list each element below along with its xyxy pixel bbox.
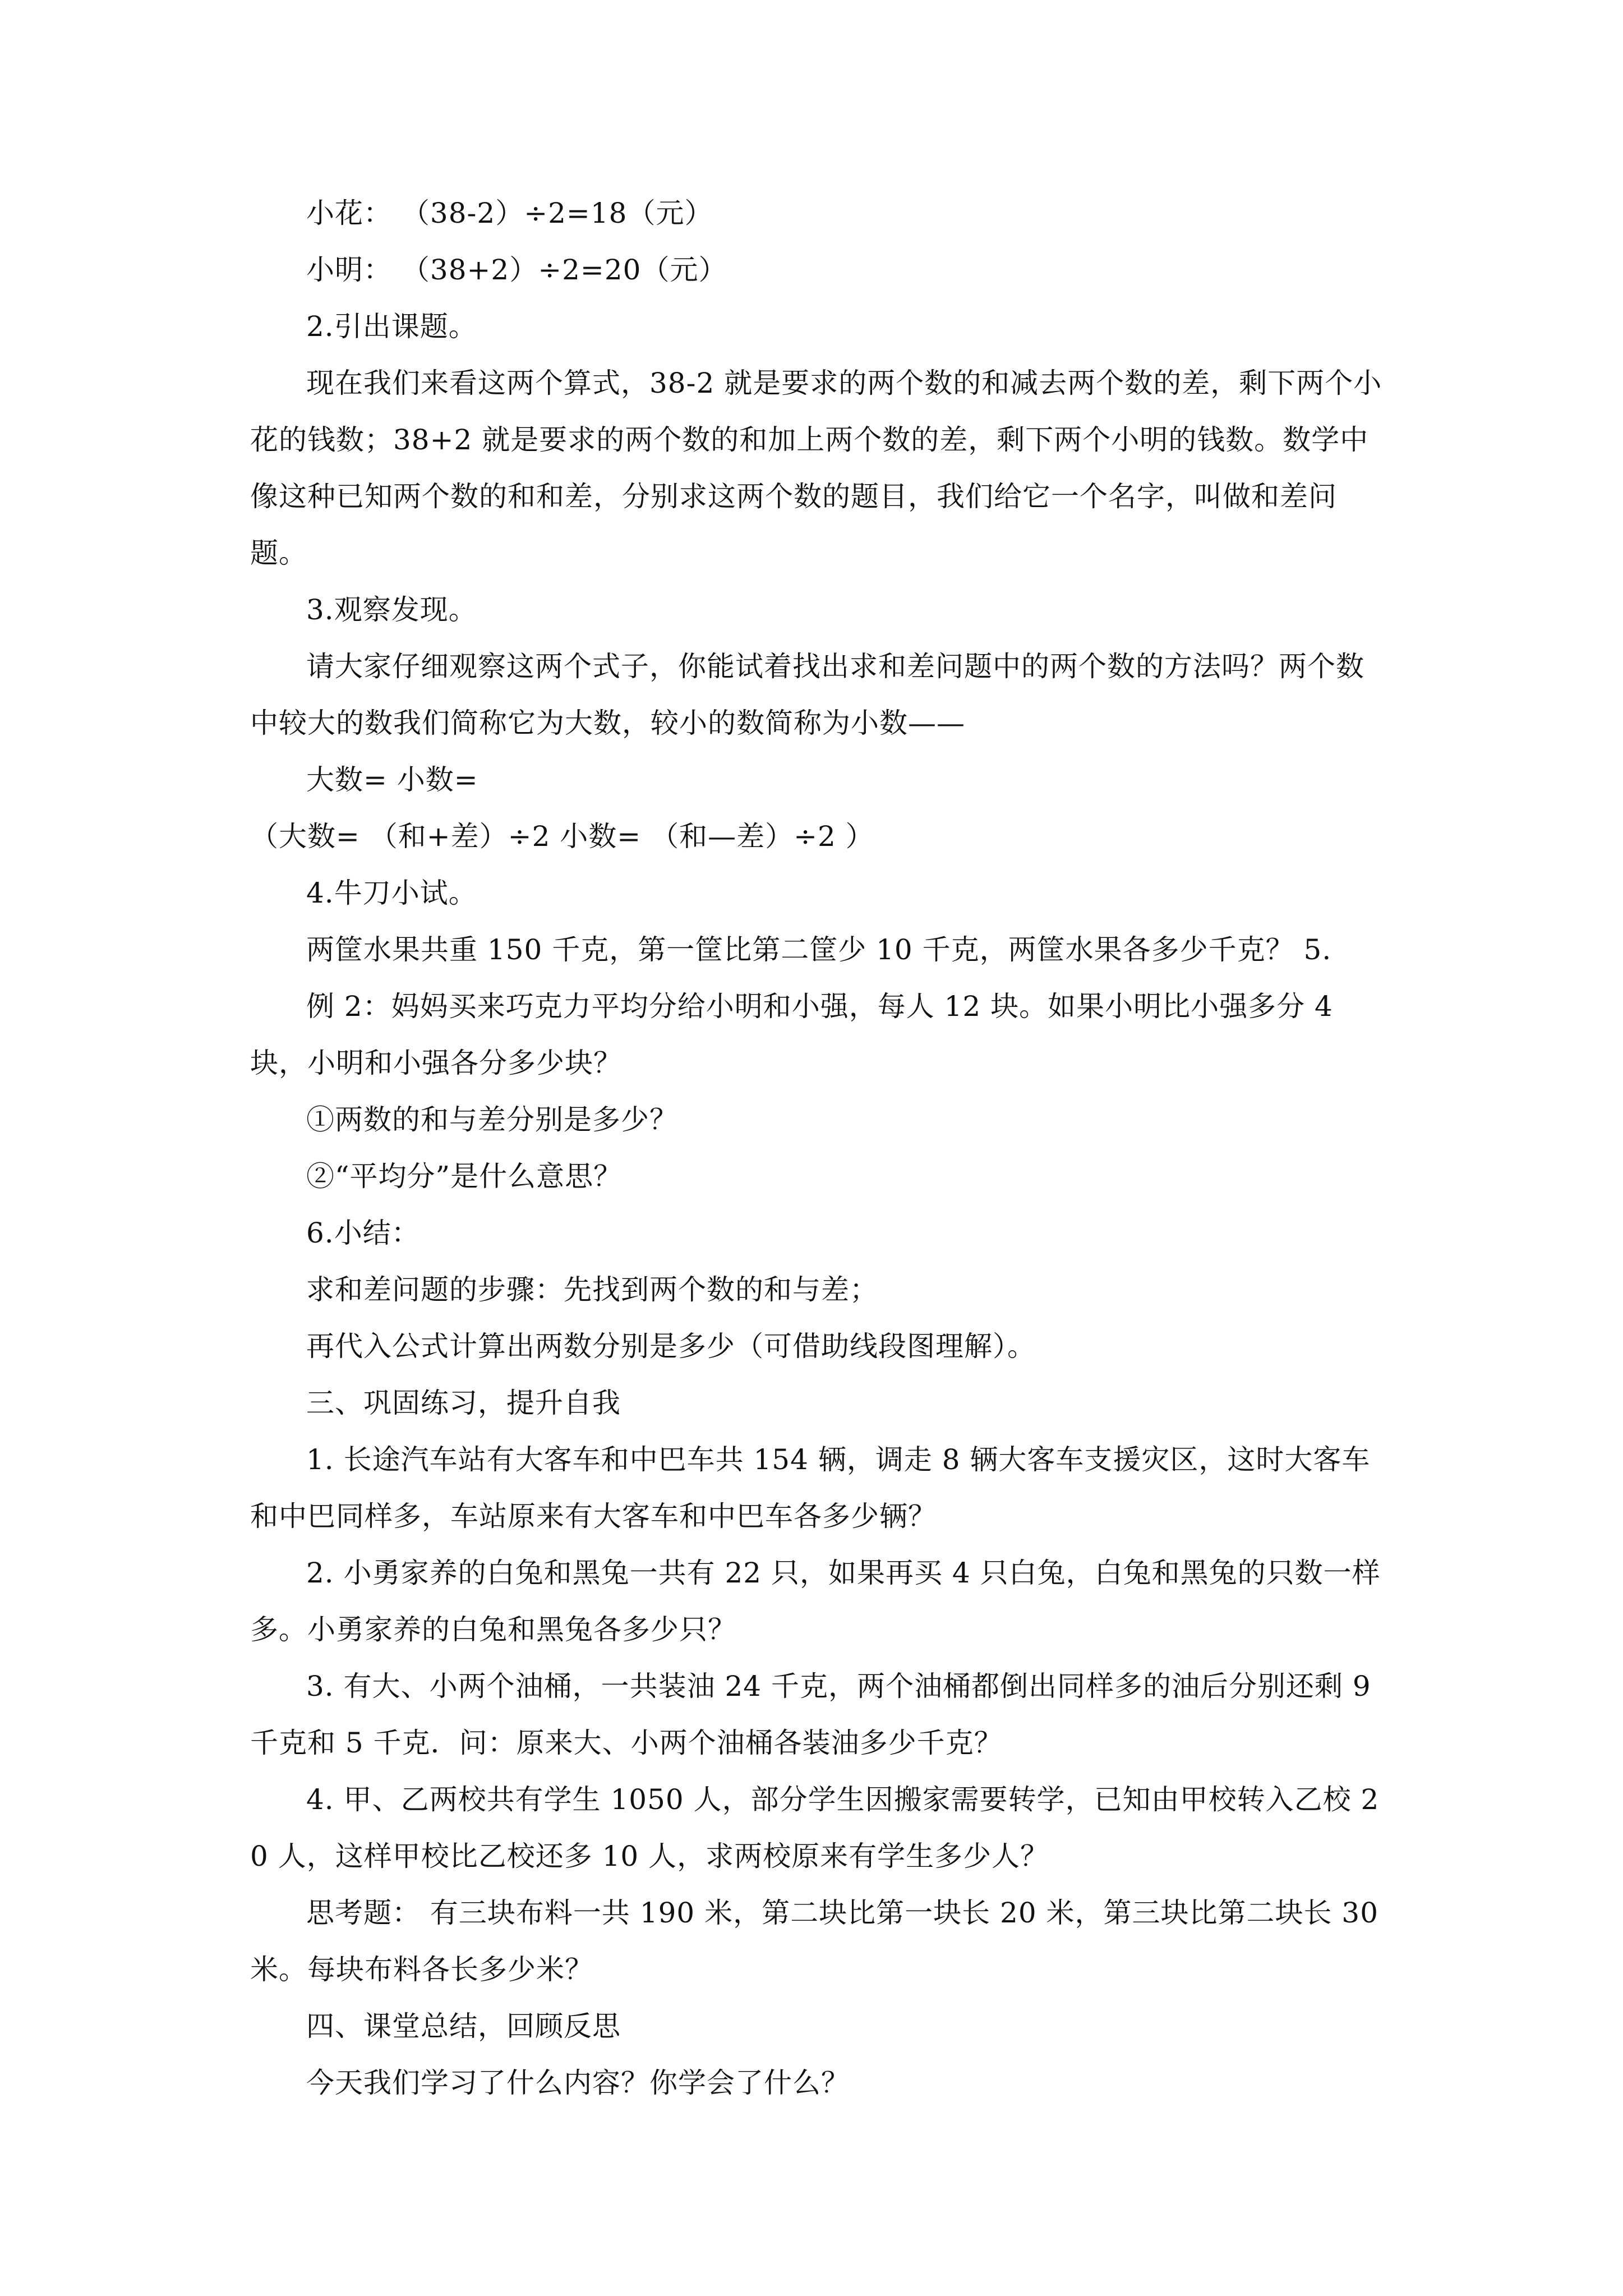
question-item: ②“平均分”是什么意思？ [306,1160,623,1193]
paragraph: 例 2：妈妈买来巧克力平均分给小明和小强，每人 12 块。如果小明比小强多分 4 块，小明和小强各分多少块？ [250,990,1343,1079]
exercise-item: 3. 有大、小两个油桶，一共装油 24 千克，两个油桶都倒出同样多的油后分别还剩 9 千克和 5 千克．问：原来大、小两个油桶各装油多少千克？ [250,1670,1381,1759]
paragraph: 请大家仔细观察这两个式子，你能试着找出求和差问题中的两个数的方法吗？两个数中较大的数我们简称它为大数，较小的数简称为小数—— [250,650,1364,739]
formula-line: 大数= 小数= [306,763,478,796]
document-body [250,185,1391,2111]
paragraph: 现在我们来看这两个算式，38-2 就是要求的两个数的和减去两个数的差，剩下两个小花的钱数；38+2 就是要求的两个数的和加上两个数的差，剩下两个小明的钱数。数学中像这种已知两个数的和和差，分别求这两个数的题目，我们给它一个名字，叫做和差问题。 [250,367,1382,569]
exercise-item: 2. 小勇家养的白兔和黑兔一共有 22 只，如果再买 4 只白兔，白兔和黑兔的只数一样多。小勇家养的白兔和黑兔各多少只？ [250,1557,1381,1646]
exercise-item: 1. 长途汽车站有大客车和中巴车共 154 辆，调走 8 辆大客车支援灾区，这时大客车和中巴同样多，车站原来有大客车和中巴车各多少辆？ [250,1443,1371,1533]
question-item: ①两数的和与差分别是多少？ [306,1103,678,1136]
section-heading: 6.小结： [306,1217,420,1249]
paragraph: 两筐水果共重 150 千克，第一筐比第二筐少 10 千克，两筐水果各多少千克？ 5. [306,933,1332,966]
section-heading: 三、巩固练习，提升自我 [306,1387,621,1419]
paragraph: 小明： （38+2）÷2=20（元） [306,254,727,286]
exercise-item: 4. 甲、乙两校共有学生 1050 人，部分学生因搬家需要转学，已知由甲校转入乙校 20 人，这样甲校比乙校还多 10 人，求两校原来有学生多少人？ [250,1783,1380,1872]
paragraph: 求和差问题的步骤：先找到两个数的和与差； [306,1273,878,1306]
exercise-item: 思考题： 有三块布料一共 190 米，第二块比第一块长 20 米，第三块比第二块长 30 米。每块布料各长多少米？ [250,1897,1388,1986]
paragraph: 今天我们学习了什么内容？你学会了什么？ [306,2067,850,2099]
paragraph: 再代入公式计算出两数分别是多少（可借助线段图理解）。 [306,1330,1036,1363]
formula-line: （大数= （和+差）÷2 小数= （和—差）÷2 ） [250,820,874,853]
section-heading: 3.观察发现。 [306,593,477,626]
section-heading: 四、课堂总结，回顾反思 [306,2010,621,2042]
paragraph: 小花： （38-2）÷2=18（元） [306,197,713,229]
section-heading: 2.引出课题。 [306,310,477,343]
section-heading: 4.牛刀小试。 [306,877,477,909]
